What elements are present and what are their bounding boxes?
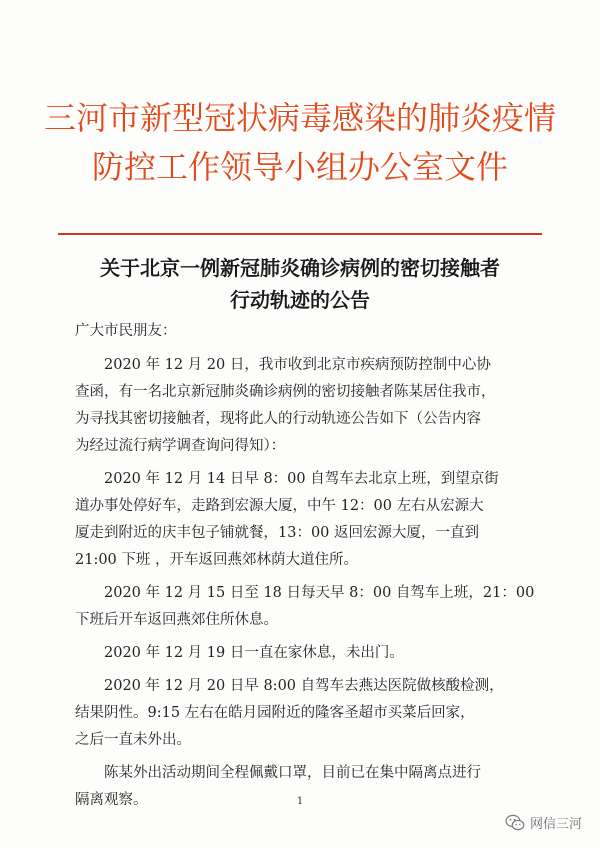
body-line: 2020 年 12 月 20 日，我市收到北京市疾病预防控制中心协 [75,357,491,373]
header-title-line1: 三河市新型冠状病毒感染的肺炎疫情 [43,99,556,137]
body-line: 隔离观察。 [75,792,148,808]
body-line: 为经过流行病学调查询问得知）： [75,438,286,454]
body-line: 之后一直未外出。 [75,732,191,748]
body-line: 2020 年 12 月 14 日早 8：00 自驾车去北京上班，到望京街 [75,471,499,487]
body-line: 结果阴性。9:15 左右在皓月园附近的隆客圣超市买菜后回家， [75,705,475,721]
header-title-line2: 防控工作领导小组办公室文件 [91,148,508,186]
body-line: 厦走到附近的庆丰包子铺就餐，13：00 返回宏源大厦，一直到 [75,525,480,541]
body-line: 道办事处停好车，走路到宏源大厦，中午 12：00 左右从宏源大 [75,498,484,514]
body-line: 下班后开车返回燕郊住所休息。 [75,612,278,628]
page-number: 1 [296,796,304,807]
body-line: 查函，有一名北京新冠肺炎确诊病例的密切接触者陈某居住我市， [75,384,496,400]
wechat-icon [505,814,525,832]
watermark-text: 网信三河 [529,817,582,832]
document-title-line2: 行动轨迹的公告 [230,288,370,312]
body-line: 为寻找其密切接触者，现将此人的行动轨迹公告如下（公告内容 [75,411,481,427]
body-line: 2020 年 12 月 19 日一直在家休息，未出门。 [75,645,404,661]
body-line: 21:00 下班 ，开车返回燕郊林荫大道住所。 [75,552,359,568]
watermark [505,813,582,832]
header-divider [58,233,542,235]
salutation: 广大市民朋友： [75,323,177,339]
document-title-line1: 关于北京一例新冠肺炎确诊病例的密切接触者 [100,256,500,280]
body-line: 陈某外出活动期间全程佩戴口罩，目前已在集中隔离点进行 [75,765,481,781]
body-line: 2020 年 12 月 15 日至 18 日每天早 8：00 自驾车上班，21：00 [75,585,535,601]
body-line: 2020 年 12 月 20 日早 8:00 自驾车去燕达医院做核酸检测， [75,678,504,694]
document-body [75,318,535,814]
